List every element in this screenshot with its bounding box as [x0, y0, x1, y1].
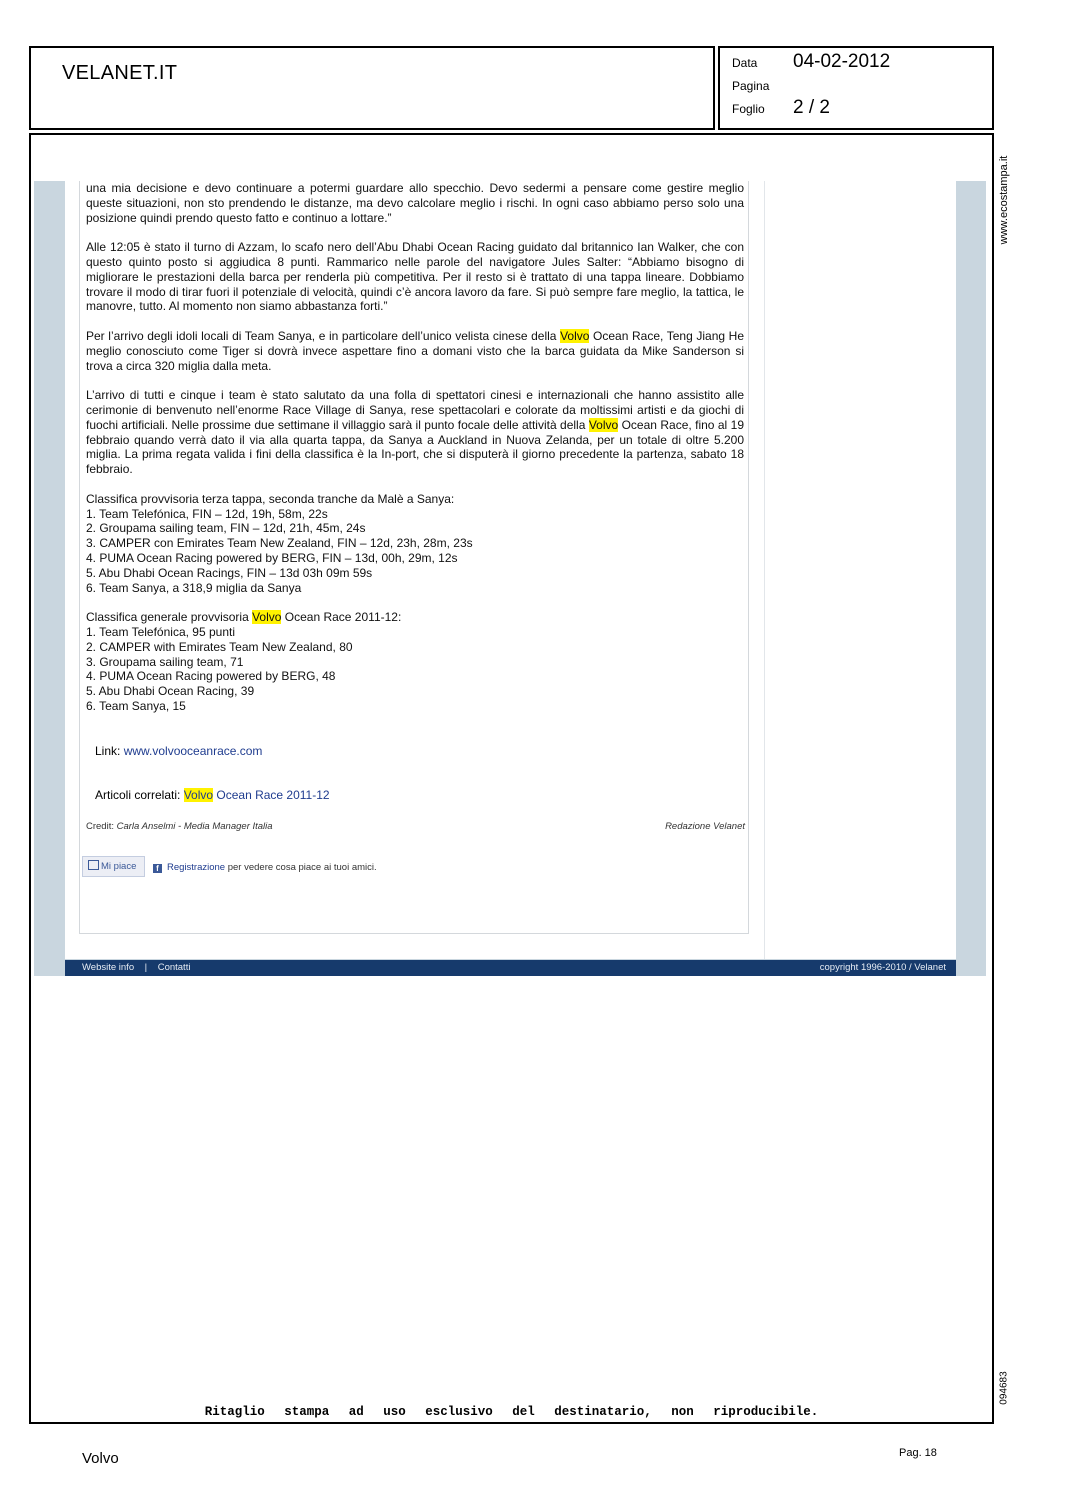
- thumbs-up-icon: [88, 860, 99, 870]
- clipping-disclaimer: Ritaglio stampa ad uso esclusivo del destinatario, non riproducibile.: [204, 1405, 819, 1419]
- footer-copyright: copyright 1996-2010 / Velanet: [819, 962, 946, 973]
- keyword-highlight: Volvo: [252, 610, 282, 625]
- facebook-prompt: [153, 862, 377, 873]
- article-paragraph: [86, 240, 744, 314]
- overall-standings: [86, 610, 744, 714]
- text-span: Classifica generale provvisoria: [86, 610, 253, 625]
- page-keyword: Volvo: [82, 1450, 119, 1467]
- leg-standings: [86, 492, 744, 596]
- page-number: Pag. 18: [899, 1447, 937, 1459]
- site-footer: [65, 960, 956, 976]
- leg-result: 2. Groupama sailing team, FIN – 12d, 21h, 45m, 24s: [86, 521, 366, 536]
- credit-editorial: Redazione Velanet: [665, 821, 745, 832]
- facebook-icon: f: [153, 864, 162, 873]
- text-span: Ocean Race, Teng Jiang He meglio conosciuto come Tiger si dovrà invece aspettare fino a domani visto che la barca guidata da Mike Sanderson si trova a circa 320 miglia dalla meta.: [86, 328, 744, 373]
- article-link-line: [95, 744, 262, 758]
- side-url-text: www.ecostampa.it: [998, 155, 1010, 245]
- credit-line: [86, 821, 745, 832]
- like-button[interactable]: [82, 856, 145, 877]
- side-url: [996, 150, 1012, 250]
- overall-standings-title: [86, 610, 744, 625]
- foglio-label: Foglio: [732, 102, 765, 116]
- contatti-link[interactable]: Contatti: [157, 962, 191, 973]
- publication-box: [29, 46, 715, 130]
- text-span: Ocean Race 2011-12: [213, 788, 330, 802]
- data-value: 04-02-2012: [793, 51, 891, 72]
- overall-result: 2. CAMPER with Emirates Team New Zealand, 80: [86, 639, 353, 654]
- related-article-link[interactable]: [184, 788, 330, 802]
- article-paragraph-text: Alle 12:05 è stato il turno di Azzam, lo scafo nero dell’Abu Dhabi Ocean Racing guidato dal britannico Ian Walker, che con questo quinto posto si aggiudica 8 punti. Rammarico nelle parole del navigatore Jules Salter: “Abbiamo bisogno di migliorare le prestazioni della barca per renderla più competitiva. Per il resto si è trattato di una tappa lineare. Dobbiamo trovare il modo di tirar fuori il potenziale di velocità, quindi c’è ancora lavoro da fare. Si può sempre fare meglio, la tattica, le manovre, tutto. Al momento non siamo abbastanza forti.”: [86, 240, 744, 314]
- leg-result: 3. CAMPER con Emirates Team New Zealand, FIN – 12d, 23h, 28m, 23s: [86, 536, 473, 551]
- leg-result: 6. Team Sanya, a 318,9 miglia da Sanya: [86, 580, 302, 595]
- leg-result: 1. Team Telefónica, FIN – 12d, 19h, 58m, 22s: [86, 506, 328, 521]
- website-info-link[interactable]: Website info: [82, 962, 135, 973]
- article-paragraph: [86, 388, 744, 477]
- leg-result: 5. Abu Dhabi Ocean Racings, FIN – 13d 03h 09m 59s: [86, 565, 373, 580]
- register-link[interactable]: Registrazione: [167, 862, 226, 873]
- pagina-label: Pagina: [732, 79, 770, 93]
- external-link[interactable]: www.volvooceanrace.com: [123, 744, 263, 758]
- credit-value: Carla Anselmi - Media Manager Italia: [116, 821, 273, 832]
- like-label: Mi piace: [101, 861, 137, 872]
- overall-result: 6. Team Sanya, 15: [86, 698, 186, 713]
- footer-links: [82, 960, 190, 976]
- link-label: Link:: [95, 744, 124, 758]
- meta-box: [718, 46, 994, 130]
- overall-result: 1. Team Telefónica, 95 punti: [86, 624, 235, 639]
- overall-result: 3. Groupama sailing team, 71: [86, 654, 244, 669]
- text-span: Ocean Race 2011-12:: [281, 610, 402, 625]
- register-text: per vedere cosa piace ai tuoi amici.: [225, 862, 377, 873]
- overall-result: 4. PUMA Ocean Racing powered by BERG, 48: [86, 669, 336, 684]
- related-label: Articoli correlati:: [95, 788, 184, 802]
- overall-result: 5. Abu Dhabi Ocean Racing, 39: [86, 684, 255, 699]
- foglio-value: 2 / 2: [793, 97, 830, 118]
- side-code-text: 094683: [998, 1371, 1010, 1405]
- related-articles-line: [95, 788, 330, 802]
- leg-standings-title: Classifica provvisoria terza tappa, seconda tranche da Malè a Sanya:: [86, 491, 455, 506]
- text-span: L’arrivo di tutti e cinque i team è stato salutato da una folla di spettatori cinesi e internazionali che hanno assistito alle cerimonie di benvenuto nell’enorme Race Village di Sanya, rese spettacolari e colorate da moltissimi artisti e da giochi di fuochi artificiali. Nelle prossime due settimane il villaggio sarà il punto focale delle attività della: [86, 388, 744, 432]
- article-paragraph: una mia decisione e devo continuare a potermi guardare allo specchio. Devo sedermi a pensare come gestire meglio queste situazioni, non sto prendendo le distanze, ma devo calcolare meglio i rischi. In ogni caso abbiamo perso solo una posizione quindi prendo questo fatto e continuo a lottare.”: [86, 181, 744, 225]
- keyword-highlight: Volvo: [560, 328, 590, 343]
- text-span: Ocean Race, fino al 19 febbraio quando verrà dato il via alla quarta tappa, da Sanya a Auckland in Nuova Zelanda, per un totale di oltre 5.200 miglia. La prima regata valida i fini della classifica è la In-port, che si disputerà il giorno precedente la partenza, sabato 18 febbraio.: [86, 417, 744, 477]
- leg-result: 4. PUMA Ocean Racing powered by BERG, FIN – 13d, 00h, 29m, 12s: [86, 550, 458, 565]
- footer-separator: |: [144, 962, 148, 973]
- web-column-divider: [764, 181, 765, 959]
- keyword-highlight: Volvo: [183, 788, 214, 802]
- credit-label: Credit:: [86, 821, 117, 832]
- publication-name: VELANET.IT: [62, 62, 178, 84]
- article-body: [86, 181, 744, 728]
- side-code: [996, 1368, 1012, 1408]
- keyword-highlight: Volvo: [588, 417, 619, 432]
- data-label: Data: [732, 56, 758, 70]
- article-paragraph: [86, 329, 744, 373]
- text-span: Per l’arrivo degli idoli locali di Team Sanya, e in particolare dell’unico velista cinese della: [86, 328, 561, 343]
